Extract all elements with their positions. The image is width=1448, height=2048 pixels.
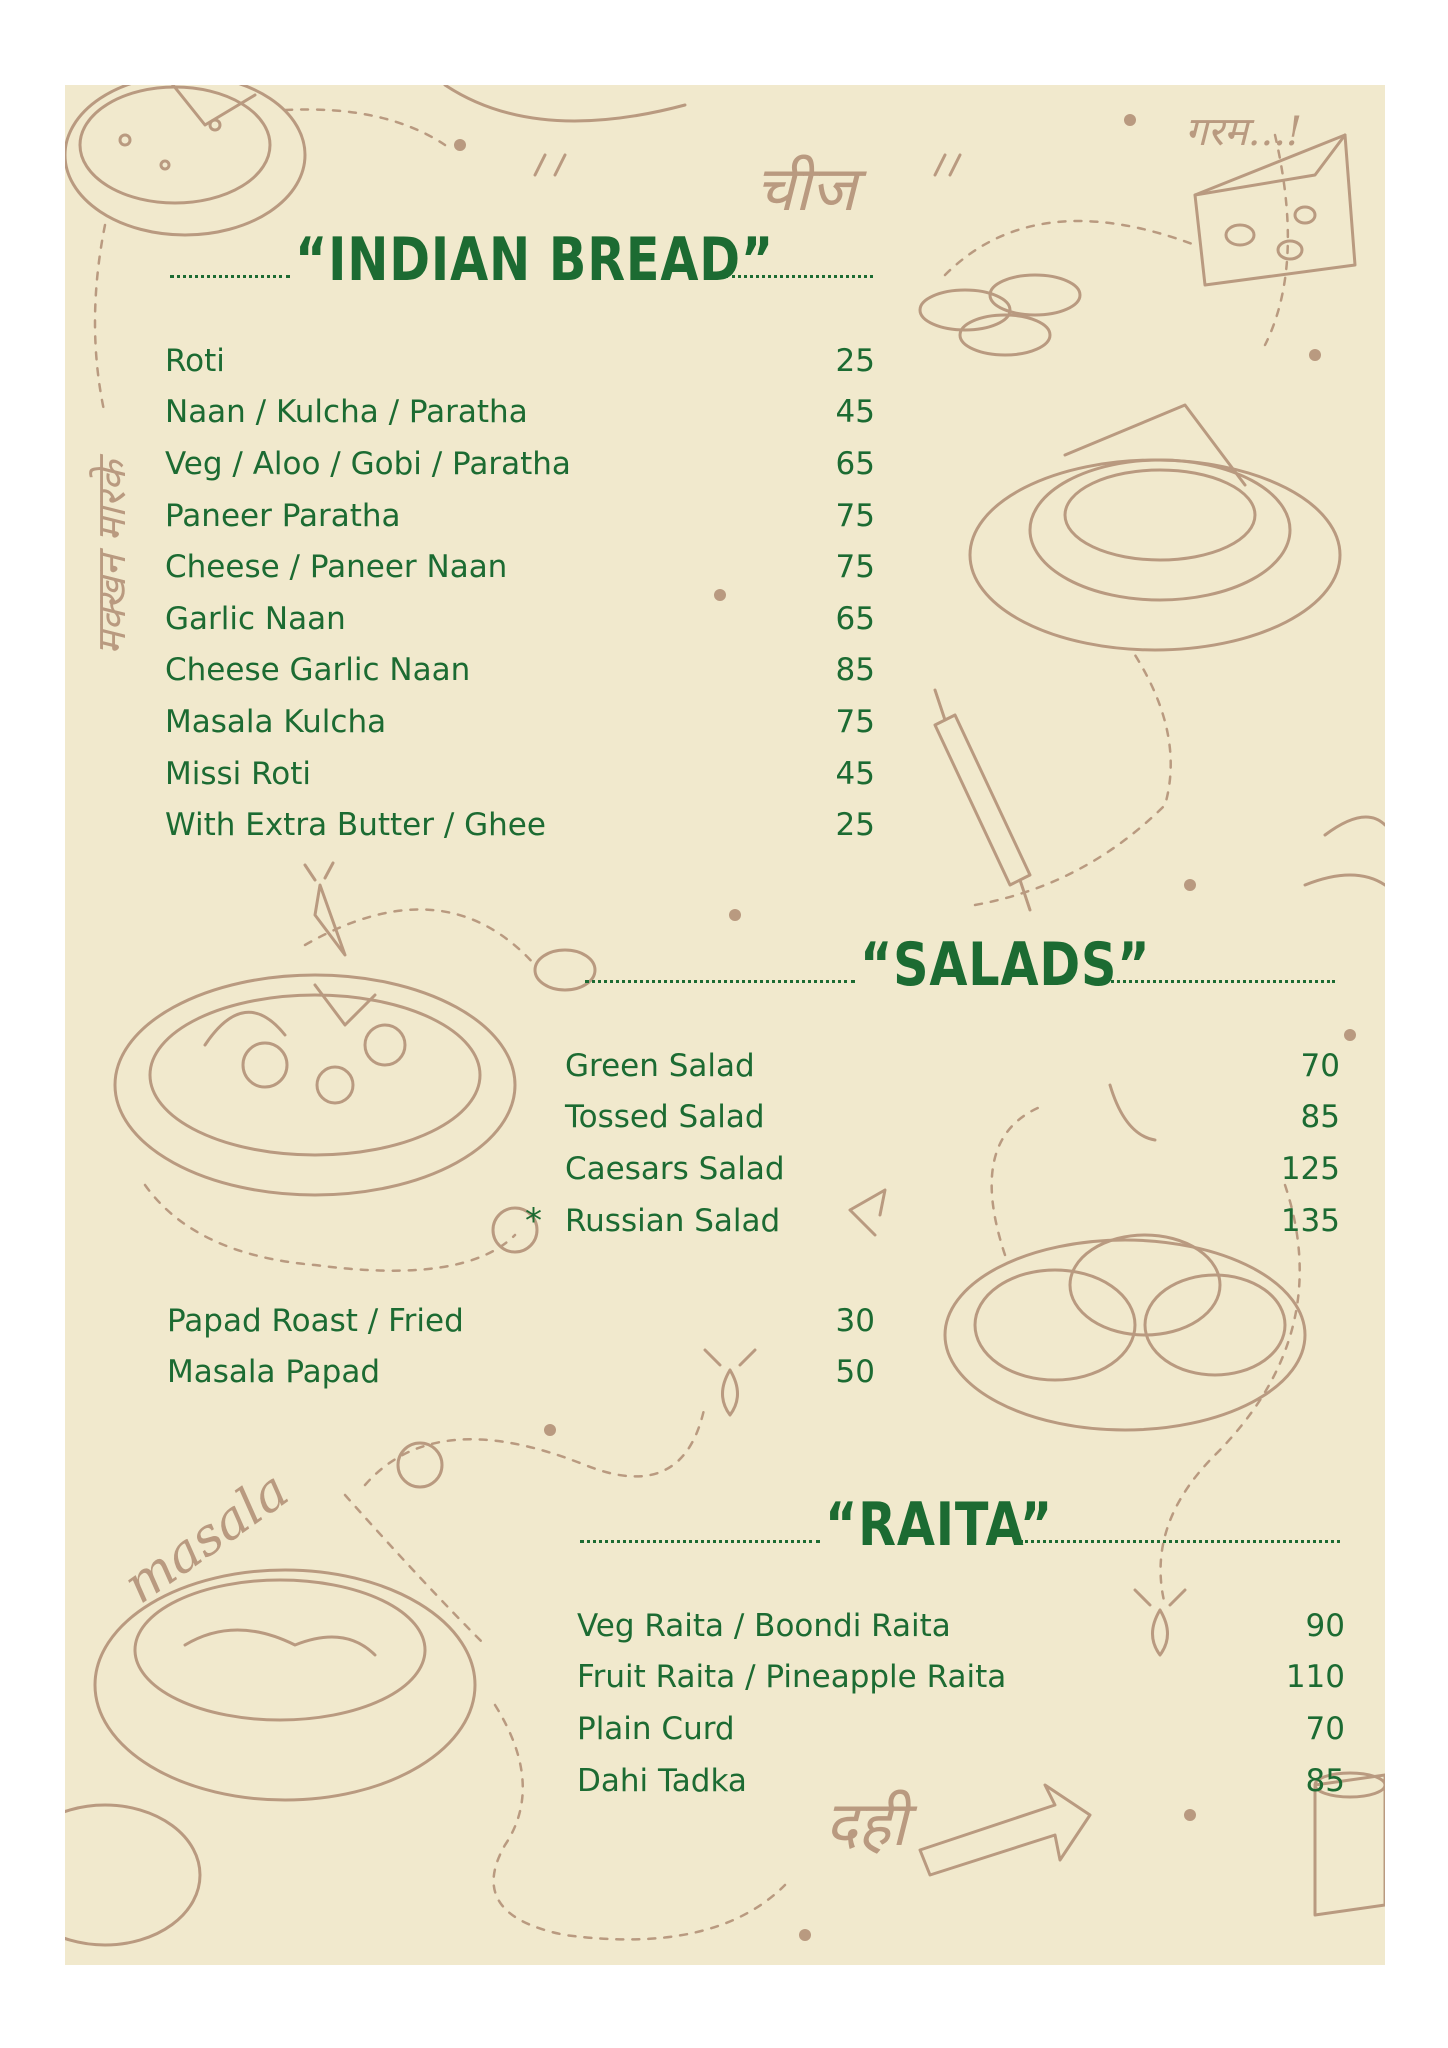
- raita-rule-left: [580, 1540, 820, 1543]
- item-price: 75: [835, 497, 875, 534]
- raita-list: [577, 1600, 1345, 1806]
- list-item: [565, 1143, 1340, 1195]
- indian-bread-rule-right: [725, 275, 873, 278]
- raita-rule-right: [1020, 1540, 1340, 1543]
- list-item: [165, 696, 875, 748]
- cheese-hindi-word: चीज: [755, 152, 857, 225]
- item-price: 85: [835, 652, 875, 689]
- makhan-hindi-word: मक्खन मारके: [89, 460, 135, 655]
- item-price: 45: [835, 755, 875, 792]
- list-item: [165, 541, 875, 593]
- salads-title: “SALADS”: [860, 930, 1151, 1000]
- item-price: 70: [1305, 1710, 1345, 1747]
- raita-title: “RAITA”: [825, 1490, 1053, 1560]
- item-price: 135: [1280, 1202, 1340, 1239]
- list-item: [165, 490, 875, 542]
- rolling-pin-icon: [935, 690, 1030, 910]
- list-item: [165, 748, 875, 800]
- item-name: With Extra Butter / Ghee: [165, 807, 546, 844]
- naan-icon: [65, 85, 305, 235]
- menu-card: [65, 85, 1385, 1965]
- item-name: Naan / Kulcha / Paratha: [165, 394, 528, 431]
- item-name: Plain Curd: [577, 1710, 735, 1747]
- list-item: [577, 1755, 1345, 1807]
- item-price: 30: [835, 1302, 875, 1339]
- item-price: 25: [835, 342, 875, 379]
- item-name: Papad Roast / Fried: [167, 1302, 464, 1339]
- item-name: Veg / Aloo / Gobi / Paratha: [165, 445, 571, 482]
- item-name: Green Salad: [565, 1047, 755, 1084]
- list-item: [577, 1652, 1345, 1704]
- list-item: [577, 1600, 1345, 1652]
- salads-list: [525, 1040, 1340, 1246]
- item-price: 75: [835, 549, 875, 586]
- list-item: [565, 1040, 1340, 1092]
- item-price: 65: [835, 600, 875, 637]
- item-name: Cheese / Paneer Naan: [165, 549, 508, 586]
- cheese-icon: [1195, 135, 1355, 285]
- garam-hindi-word: गरम...!: [1185, 109, 1303, 155]
- pie-icon: [65, 1805, 200, 1945]
- list-item: [167, 1295, 875, 1347]
- item-price: 65: [835, 445, 875, 482]
- item-name: Tossed Salad: [565, 1099, 765, 1136]
- item-name: Caesars Salad: [565, 1150, 785, 1187]
- item-price: 125: [1280, 1150, 1340, 1187]
- papad-plate-icon: [945, 1235, 1305, 1430]
- list-item: [577, 1703, 1345, 1755]
- item-name: Masala Papad: [167, 1354, 381, 1391]
- list-item: [165, 335, 875, 387]
- item-name: Roti: [165, 342, 225, 379]
- list-item: [525, 1195, 1340, 1247]
- coins-icon: [920, 275, 1080, 355]
- item-price: 75: [835, 703, 875, 740]
- indian-bread-list: [165, 335, 875, 851]
- list-item: [165, 438, 875, 490]
- item-price: 85: [1305, 1762, 1345, 1799]
- item-name: Veg Raita / Boondi Raita: [577, 1607, 951, 1644]
- papad-list: [167, 1295, 875, 1398]
- list-item: [165, 799, 875, 851]
- item-price: 45: [835, 394, 875, 431]
- item-name: Russian Salad: [565, 1202, 781, 1239]
- item-name: Garlic Naan: [165, 600, 346, 637]
- salads-rule-right: [1100, 980, 1335, 983]
- item-name: Fruit Raita / Pineapple Raita: [577, 1659, 1007, 1696]
- potato-icon: [535, 950, 595, 990]
- item-price: 110: [1285, 1659, 1345, 1696]
- indian-bread-rule-left: [170, 275, 290, 278]
- item-price: 50: [835, 1354, 875, 1391]
- asterisk-marker: *: [525, 1200, 542, 1241]
- list-item: [167, 1347, 875, 1399]
- salads-rule-left: [585, 980, 855, 983]
- salad-bowl-icon: [115, 975, 515, 1195]
- item-price: 25: [835, 807, 875, 844]
- item-name: Dahi Tadka: [577, 1762, 747, 1799]
- list-item: [165, 593, 875, 645]
- paratha-plate-icon: [970, 405, 1340, 650]
- masala-word: masala: [113, 1460, 300, 1616]
- item-name: Missi Roti: [165, 755, 312, 792]
- list-item: [165, 645, 875, 697]
- item-price: 90: [1305, 1607, 1345, 1644]
- indian-bread-title: “INDIAN BREAD”: [295, 225, 775, 295]
- list-item: [565, 1092, 1340, 1144]
- item-name: Paneer Paratha: [165, 497, 401, 534]
- item-price: 70: [1300, 1047, 1340, 1084]
- item-name: Masala Kulcha: [165, 703, 387, 740]
- item-price: 85: [1300, 1099, 1340, 1136]
- list-item: [165, 387, 875, 439]
- plate-edge-icon: [445, 85, 685, 121]
- item-name: Cheese Garlic Naan: [165, 652, 471, 689]
- dahi-hindi-word: दही: [825, 1787, 907, 1860]
